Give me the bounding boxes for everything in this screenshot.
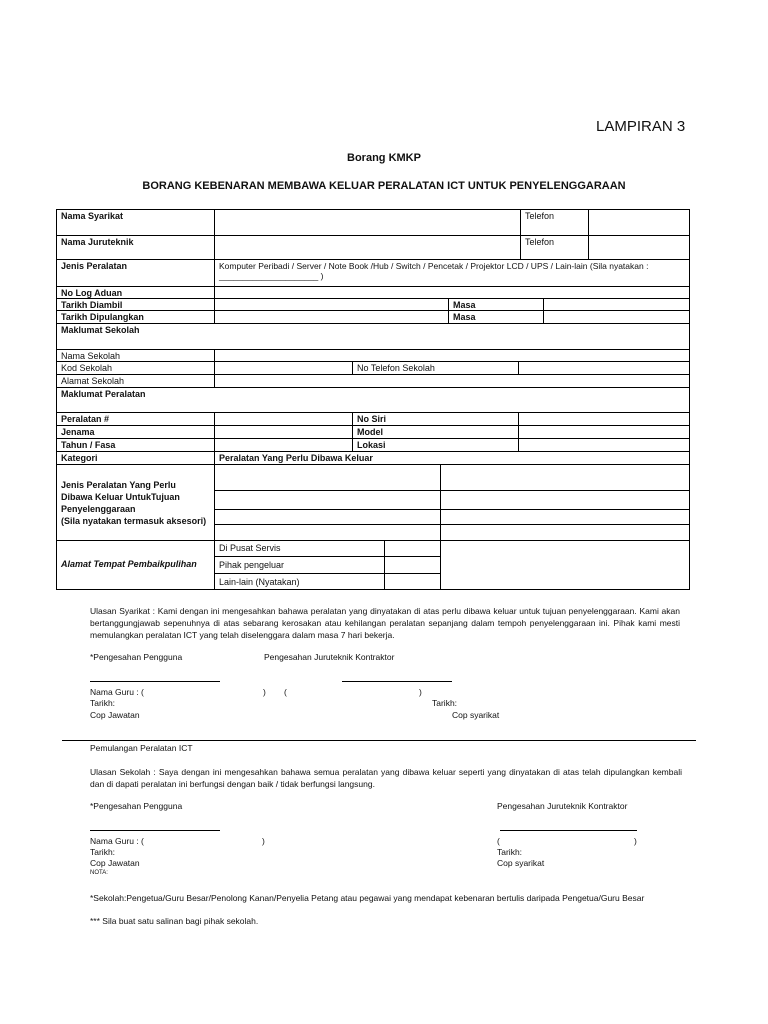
label-nama-juruteknik: Nama Juruteknik [56,235,215,260]
s1-signature-line-pengguna [90,681,220,682]
s1-tarikh-right: Tarikh: [432,698,458,708]
s2-nama-guru: Nama Guru : ( [90,836,144,846]
label-peralatan-dibawa-keluar: Peralatan Yang Perlu Dibawa Keluar [214,451,690,465]
input-nama-syarikat[interactable] [214,209,521,236]
label-jenama: Jenama [56,425,215,439]
input-telefon-1[interactable] [588,209,690,236]
lampiran-label: LAMPIRAN 3 [596,118,686,135]
label-tahun-fasa: Tahun / Fasa [56,438,215,452]
label-tarikh-diambil: Tarikh Diambil [56,298,215,311]
label-jenis-perlu-dibawa [56,464,215,541]
input-no-siri[interactable] [518,412,690,426]
label-jenis-perlu-line3: Penyelenggaraan [61,504,136,514]
ulasan-syarikat: Ulasan Syarikat : Kami dengan ini mengesahkan bahawa peralatan yang dinyatakan di atas perlu dibawa keluar untuk tujuan penyelenggaraan. Kami akan bertanggungjawab sepenuhnya di atas sebarang kerosakan atau kehilangan peralatan sepanjang dalam tempoh penyelenggaraan ini. Pihak kami mesti memulangkan peralatan ICT yang telah diselenggara dalam masa 7 hari bekerja. [90,606,680,640]
ulasan-sekolah: Ulasan Sekolah : Saya dengan ini mengesahkan bahawa semua peralatan yang dibawa keluar seperti yang dinyatakan di atas telah dipulangkan kembali dan di dapati peralatan ini berfungsi dengan baik / tidak berfungsi langsung. [90,767,682,789]
label-tarikh-dipulangkan: Tarikh Dipulangkan [56,310,215,324]
jenis-peralatan-options[interactable] [214,259,690,287]
input-lokasi[interactable] [518,438,690,452]
label-pihak-pengeluar: Pihak pengeluar [214,556,385,574]
s1-tarikh-left: Tarikh: [90,698,116,708]
s2-pengesahan-pengguna: *Pengesahan Pengguna [90,801,183,811]
note-salinan: *** Sila buat satu salinan bagi pihak sekolah. [90,916,259,926]
section-divider [62,740,696,741]
input-peralatan-no[interactable] [214,412,353,426]
input-alamat-sekolah[interactable] [214,374,690,388]
s2-signature-line-pengguna [90,830,220,831]
label-di-pusat-servis: Di Pusat Servis [214,540,385,557]
label-model: Model [352,425,519,439]
s2-cop-syarikat: Cop syarikat [497,858,545,868]
input-jenis-perlu-2b[interactable] [440,490,690,510]
input-telefon-2[interactable] [588,235,690,260]
label-peralatan-no: Peralatan # [56,412,215,426]
jenis-peralatan-options-text: Komputer Peribadi / Server / Note Book /Hub / Switch / Pencetak / Projektor LCD / UPS / Lain-lain (Sila nyatakan : [219,261,649,271]
label-masa-2: Masa [448,310,544,324]
checkbox-pihak-pengeluar[interactable] [384,556,441,574]
input-nama-juruteknik[interactable] [214,235,521,260]
checkbox-di-pusat-servis[interactable] [384,540,441,557]
checkbox-lain-lain[interactable] [384,573,441,590]
label-alamat-sekolah: Alamat Sekolah [56,374,215,388]
section-maklumat-peralatan: Maklumat Peralatan [56,387,690,413]
s2-cop-jawatan: Cop Jawatan [90,858,140,868]
input-masa-2[interactable] [543,310,690,324]
s2-close-paren: ) [262,836,265,846]
s2-tarikh-right: Tarikh: [497,847,523,857]
label-telefon-1: Telefon [520,209,589,236]
s1-close-paren: ) [263,687,266,697]
label-kategori: Kategori [56,451,215,465]
input-model[interactable] [518,425,690,439]
input-jenis-perlu-3b[interactable] [440,509,690,525]
label-alamat-tempat: Alamat Tempat Pembaikpulihan [56,540,215,590]
label-lain-lain: Lain-lain (Nyatakan) [214,573,385,590]
s1-open-paren: ( [284,687,287,697]
input-tahun-fasa[interactable] [214,438,353,452]
input-jenama[interactable] [214,425,353,439]
label-jenis-perlu-line1: Jenis Peralatan Yang Perlu [61,480,176,490]
pemulangan-title: Pemulangan Peralatan ICT [90,743,193,753]
note-sekolah: *Sekolah:Pengetua/Guru Besar/Penolong Kanan/Penyelia Petang atau pegawai yang mendapat kebenaran bertulis daripada Pengetua/Guru Besar [90,893,645,903]
s1-cop-jawatan: Cop Jawatan [90,710,140,720]
label-jenis-perlu-line2: Dibawa Keluar UntukTujuan [61,492,180,502]
s1-close-paren-2: ) [419,687,422,697]
input-jenis-perlu-4a[interactable] [214,524,441,541]
borang-code: Borang KMKP [347,152,421,164]
s2-close-paren-2: ) [634,836,637,846]
label-jenis-perlu-line4: (Sila nyatakan termasuk aksesori) [61,516,207,526]
label-nama-syarikat: Nama Syarikat [56,209,215,236]
s1-nama-guru: Nama Guru : ( [90,687,144,697]
s2-nota: NOTA: [90,870,108,876]
s2-open-paren: ( [497,836,500,846]
label-kod-sekolah: Kod Sekolah [56,361,215,375]
s1-pengesahan-pengguna: *Pengesahan Pengguna [90,652,183,662]
label-no-log-aduan: No Log Aduan [56,286,215,299]
label-jenis-peralatan: Jenis Peralatan [56,259,215,287]
s1-signature-line-juruteknik [342,681,452,682]
input-no-telefon-sekolah[interactable] [518,361,690,375]
input-tarikh-dipulangkan[interactable] [214,310,449,324]
s1-cop-syarikat: Cop syarikat [452,710,500,720]
input-jenis-perlu-2a[interactable] [214,490,441,510]
input-jenis-perlu-1b[interactable] [440,464,690,491]
s2-signature-line-juruteknik [500,830,637,831]
label-masa-1: Masa [448,298,544,311]
input-kod-sekolah[interactable] [214,361,353,375]
jenis-peralatan-blank: _____________________ ) [219,271,324,281]
s1-pengesahan-juruteknik: Pengesahan Juruteknik Kontraktor [264,652,395,662]
input-jenis-perlu-1a[interactable] [214,464,441,491]
label-telefon-2: Telefon [520,235,589,260]
label-no-siri: No Siri [352,412,519,426]
input-jenis-perlu-3a[interactable] [214,509,441,525]
label-lokasi: Lokasi [352,438,519,452]
s2-tarikh-left: Tarikh: [90,847,116,857]
label-no-telefon-sekolah: No Telefon Sekolah [352,361,519,375]
s2-pengesahan-juruteknik: Pengesahan Juruteknik Kontraktor [497,801,628,811]
section-maklumat-sekolah: Maklumat Sekolah [56,323,690,350]
input-jenis-perlu-4b[interactable] [440,524,690,541]
form-title: BORANG KEBENARAN MEMBAWA KELUAR PERALATAN ICT UNTUK PENYELENGGARAAN [142,180,626,192]
label-nama-sekolah: Nama Sekolah [56,349,215,362]
input-alamat-tempat[interactable] [440,540,690,590]
